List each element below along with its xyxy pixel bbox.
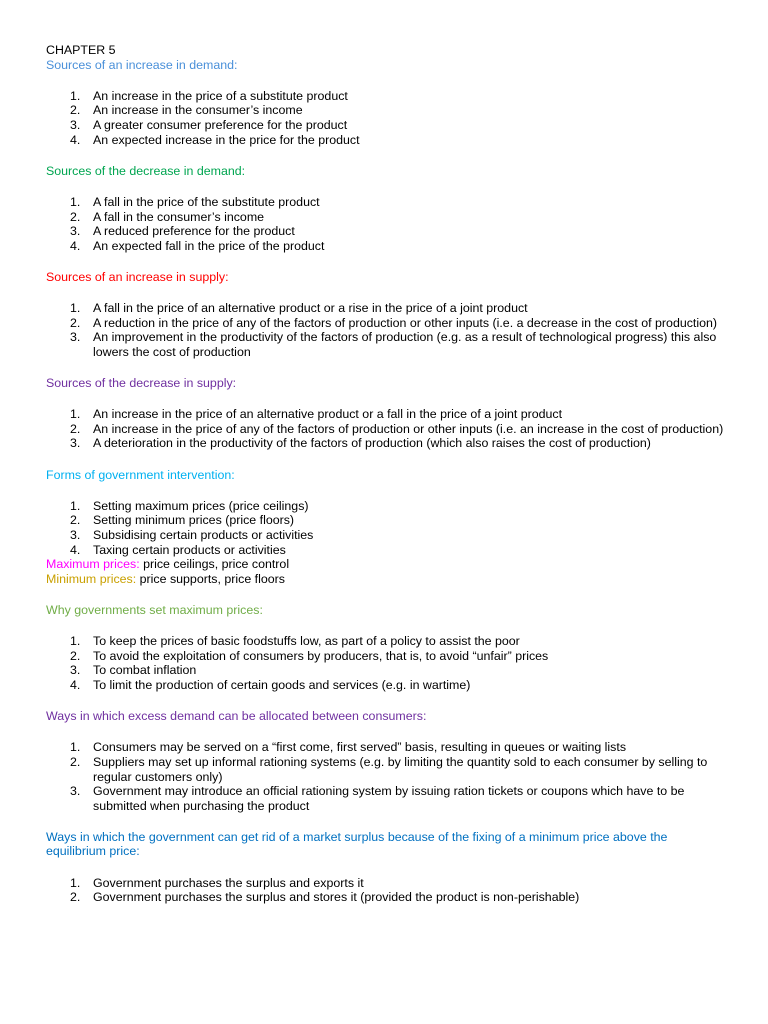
list-item-number: 1. bbox=[70, 407, 81, 422]
list-item-text: Government purchases the surplus and stores it (provided the product is non-perishable) bbox=[93, 890, 580, 905]
list-item bbox=[46, 407, 726, 422]
list-item-number: 4. bbox=[70, 132, 81, 147]
list-item-number: 3. bbox=[70, 784, 81, 799]
list-item-text: An expected increase in the price for the product bbox=[93, 132, 360, 147]
list-item-text: Government may introduce an official rationing system by issuing ration tickets or coupons which have to be submitted when purchasing the product bbox=[93, 784, 685, 813]
list-item bbox=[46, 755, 726, 784]
heading-increase-demand: Sources of an increase in demand: bbox=[46, 57, 238, 72]
list-item-number: 3. bbox=[70, 436, 81, 451]
list-item-text: Suppliers may set up informal rationing systems (e.g. by limiting the quantity sold to each consumer by selling to regular customers only) bbox=[93, 754, 708, 784]
list-item bbox=[46, 890, 726, 905]
list-item bbox=[46, 330, 726, 359]
label-maximum-prices: Maximum prices: bbox=[46, 557, 140, 572]
list-item bbox=[46, 784, 726, 813]
heading-decrease-supply: Sources of the decrease in supply: bbox=[46, 376, 237, 391]
list-item-number: 2. bbox=[70, 421, 81, 436]
list-item-number: 4. bbox=[70, 238, 81, 253]
list-decrease-demand bbox=[46, 195, 726, 253]
list-decrease-supply bbox=[46, 407, 726, 451]
list-item-text: To keep the prices of basic foodstuffs low, as part of a policy to assist the poor bbox=[93, 634, 520, 649]
list-item-text: Taxing certain products or activities bbox=[93, 542, 286, 557]
heading-government-intervention: Forms of government intervention: bbox=[46, 467, 235, 482]
list-item bbox=[46, 499, 726, 514]
list-item-text: To limit the production of certain goods and services (e.g. in wartime) bbox=[93, 677, 471, 692]
list-item-number: 1. bbox=[70, 875, 81, 890]
list-government-intervention bbox=[46, 499, 726, 557]
heading-decrease-demand: Sources of the decrease in demand: bbox=[46, 163, 246, 178]
list-item bbox=[46, 649, 726, 664]
list-item-number: 4. bbox=[70, 677, 81, 692]
list-item bbox=[46, 678, 726, 693]
chapter-title: CHAPTER 5 bbox=[46, 43, 116, 57]
list-item-text: Subsidising certain products or activities bbox=[93, 528, 314, 542]
list-item-number: 1. bbox=[70, 498, 81, 513]
label-minimum-prices: Minimum prices: bbox=[46, 571, 137, 586]
list-item-number: 2. bbox=[70, 890, 81, 905]
definition-maximum-prices bbox=[46, 557, 726, 572]
list-item bbox=[46, 118, 726, 133]
list-item-text: A greater consumer preference for the product bbox=[93, 117, 348, 132]
list-item bbox=[46, 422, 726, 437]
list-item-text: Setting minimum prices (price floors) bbox=[93, 513, 295, 528]
list-item bbox=[46, 316, 726, 331]
list-excess-demand bbox=[46, 740, 726, 813]
list-item-number: 1. bbox=[70, 88, 81, 103]
definition-minimum-prices bbox=[46, 572, 726, 587]
list-item-number: 2. bbox=[70, 103, 81, 118]
list-item-text: A fall in the price of the substitute product bbox=[93, 194, 320, 209]
list-item-text: A fall in the consumer’s income bbox=[93, 209, 265, 224]
list-item-number: 1. bbox=[70, 740, 81, 755]
list-item-number: 1. bbox=[70, 634, 81, 649]
list-item bbox=[46, 876, 726, 891]
list-market-surplus bbox=[46, 876, 726, 905]
list-item-number: 3. bbox=[70, 663, 81, 678]
list-item-number: 3. bbox=[70, 330, 81, 345]
list-why-max-prices bbox=[46, 634, 726, 692]
list-increase-supply bbox=[46, 301, 726, 359]
list-item bbox=[46, 740, 726, 755]
list-item-number: 3. bbox=[70, 528, 81, 542]
list-item bbox=[46, 133, 726, 148]
list-item-text: Consumers may be served on a “first come, first served” basis, resulting in queues or waiting lists bbox=[93, 740, 627, 755]
text-maximum-prices: price ceilings, price control bbox=[139, 557, 290, 572]
list-item bbox=[46, 436, 726, 451]
list-item-text: A fall in the price of an alternative product or a rise in the price of a joint product bbox=[93, 301, 528, 316]
list-item bbox=[46, 224, 726, 239]
list-item bbox=[46, 239, 726, 254]
heading-increase-supply: Sources of an increase in supply: bbox=[46, 269, 229, 284]
list-item bbox=[46, 89, 726, 104]
list-item-text: An increase in the price of any of the factors of production or other inputs (i.e. an increase in the cost of production) bbox=[93, 421, 724, 436]
list-item-text: An improvement in the productivity of the factors of production (e.g. as a result of technological progress) this also lowers the cost of production bbox=[93, 330, 717, 359]
list-item bbox=[46, 301, 726, 316]
heading-why-max-prices: Why governments set maximum prices: bbox=[46, 602, 263, 617]
list-item bbox=[46, 103, 726, 118]
list-item bbox=[46, 195, 726, 210]
list-item-number: 3. bbox=[70, 224, 81, 239]
list-item-number: 2. bbox=[70, 648, 81, 663]
list-item-text: An increase in the price of a substitute product bbox=[93, 88, 348, 103]
list-item-text: To combat inflation bbox=[93, 663, 197, 678]
list-item-text: Government purchases the surplus and exports it bbox=[93, 875, 364, 890]
list-item-text: To avoid the exploitation of consumers by producers, that is, to avoid “unfair” prices bbox=[93, 648, 549, 663]
list-item-number: 4. bbox=[70, 542, 81, 557]
list-item bbox=[46, 543, 726, 558]
list-item bbox=[46, 634, 726, 649]
list-item-text: An increase in the price of an alternative product or a fall in the price of a joint product bbox=[93, 407, 563, 422]
heading-excess-demand: Ways in which excess demand can be allocated between consumers: bbox=[46, 709, 427, 724]
list-item bbox=[46, 528, 726, 543]
list-item bbox=[46, 663, 726, 678]
list-item-number: 2. bbox=[70, 315, 81, 330]
list-item-text: A deterioration in the productivity of the factors of production (which also raises the cost of production) bbox=[93, 436, 651, 451]
heading-market-surplus: Ways in which the government can get rid of a market surplus because of the fixing of a minimum price above the equilibrium price: bbox=[46, 829, 668, 859]
text-minimum-prices: price supports, price floors bbox=[136, 571, 285, 586]
document-page bbox=[46, 43, 726, 905]
list-item-text: A reduction in the price of any of the factors of production or other inputs (i.e. a decrease in the cost of production) bbox=[93, 315, 718, 330]
list-item-number: 1. bbox=[70, 301, 81, 316]
list-item bbox=[46, 513, 726, 528]
list-item-text: An expected fall in the price of the product bbox=[93, 238, 325, 253]
list-increase-demand bbox=[46, 89, 726, 147]
list-item-text: Setting maximum prices (price ceilings) bbox=[93, 498, 309, 513]
list-item-text: A reduced preference for the product bbox=[93, 224, 295, 239]
list-item bbox=[46, 210, 726, 225]
list-item-number: 2. bbox=[70, 754, 81, 769]
list-item-number: 1. bbox=[70, 194, 81, 209]
list-item-number: 2. bbox=[70, 209, 81, 224]
list-item-number: 3. bbox=[70, 117, 81, 132]
list-item-text: An increase in the consumer’s income bbox=[93, 103, 303, 118]
list-item-number: 2. bbox=[70, 513, 81, 528]
